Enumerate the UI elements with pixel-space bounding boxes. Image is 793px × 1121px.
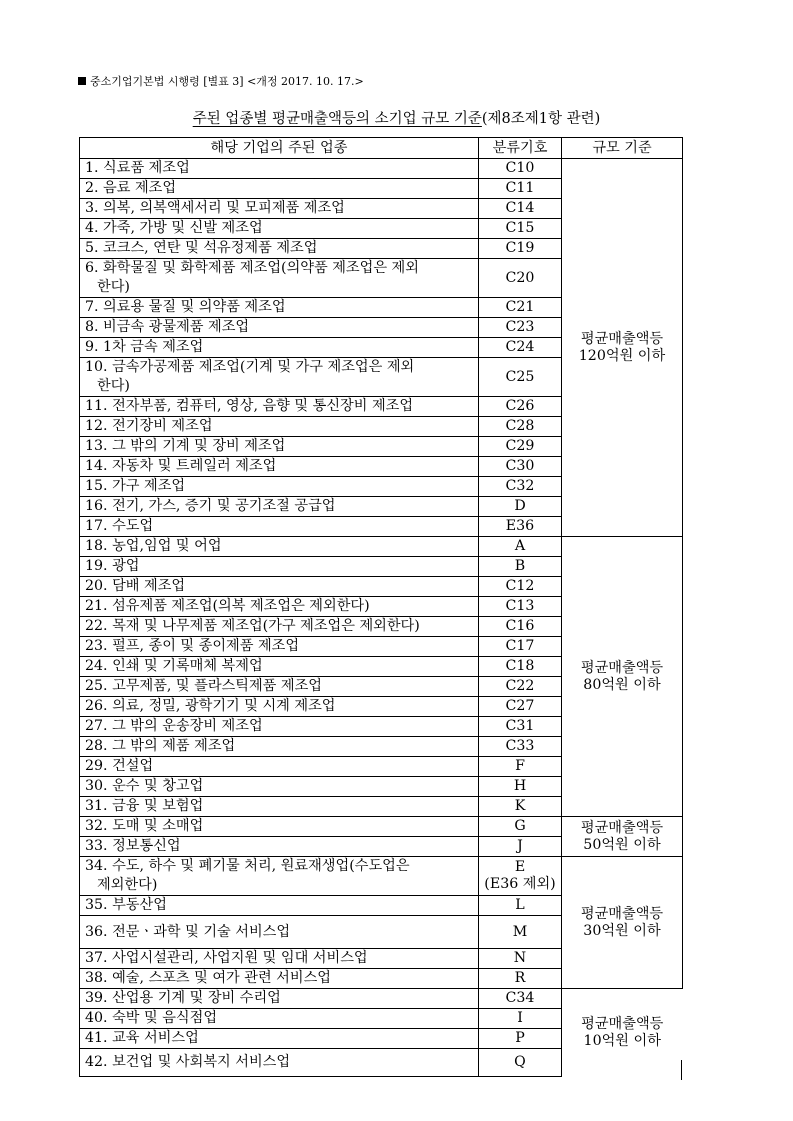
page-title	[0, 107, 793, 128]
classification-code: C29	[505, 438, 535, 454]
amendment-note: <개정 2017. 10. 17.>	[247, 75, 364, 88]
classification-code-cell	[479, 298, 562, 318]
classification-code-cell	[479, 757, 562, 777]
industry-name: 5. 코크스, 연탄 및 석유정제품 제조업	[85, 240, 318, 256]
industry-cell	[80, 517, 479, 537]
classification-code: C31	[505, 718, 535, 734]
header-criterion: 규모 기준	[562, 138, 683, 159]
industry-name: 33. 정보통신업	[85, 838, 181, 854]
industry-name: 39. 산업용 기계 및 장비 수리업	[85, 990, 281, 1006]
industry-name: 35. 부동산업	[85, 897, 167, 913]
classification-code: H	[513, 778, 527, 794]
document-header	[78, 73, 364, 89]
size-criterion-cell	[562, 857, 683, 989]
table-edge-line	[681, 1060, 682, 1080]
classification-code-cell	[479, 497, 562, 517]
industry-name: 18. 농업,임업 및 어업	[85, 538, 222, 554]
criterion-label: 평균매출액등	[580, 330, 664, 347]
classification-code: C20	[505, 269, 535, 286]
classification-code: N	[513, 950, 527, 966]
industry-cell	[80, 969, 479, 989]
industry-name: 10. 금속가공제품 제조업(기계 및 가구 제조업은 제외	[85, 359, 415, 375]
industry-cell	[80, 837, 479, 857]
classification-code: C21	[505, 299, 535, 315]
classification-code: D	[514, 498, 526, 514]
industry-cell	[80, 1049, 479, 1077]
classification-code-cell	[479, 817, 562, 837]
industry-name: 24. 인쇄 및 기록매체 복제업	[85, 658, 263, 674]
size-criterion-cell	[562, 817, 683, 857]
classification-code-cell	[479, 338, 562, 358]
industry-cell	[80, 697, 479, 717]
industry-name: 11. 전자부품, 컴퓨터, 영상, 음향 및 통신장비 제조업	[85, 398, 414, 414]
classification-code-cell	[479, 949, 562, 969]
table-row	[80, 537, 683, 557]
industry-cell	[80, 916, 479, 949]
classification-code-cell	[479, 989, 562, 1009]
classification-code-cell	[479, 517, 562, 537]
classification-code: C24	[505, 339, 535, 355]
classification-code: C30	[505, 458, 535, 474]
criterion-threshold: 10억원 이하	[583, 1032, 661, 1049]
industry-cell	[80, 857, 479, 896]
industry-cell	[80, 1009, 479, 1029]
classification-code: E36	[505, 518, 535, 534]
industry-cell	[80, 777, 479, 797]
classification-code-cell	[479, 717, 562, 737]
classification-code: B	[514, 558, 526, 574]
classification-code-cell	[479, 797, 562, 817]
industry-cell	[80, 1029, 479, 1049]
industry-name: 16. 전기, 가스, 증기 및 공기조절 공급업	[85, 498, 336, 514]
industry-name: 22. 목재 및 나무제품 제조업(가구 제조업은 제외한다)	[85, 618, 420, 634]
classification-code: K	[514, 798, 526, 814]
industry-name: 21. 섬유제품 제조업(의복 제조업은 제외한다)	[85, 598, 370, 614]
industry-name: 7. 의료용 물질 및 의약품 제조업	[85, 299, 286, 315]
classification-code: C23	[505, 319, 535, 335]
classification-code-cell	[479, 477, 562, 497]
industry-name: 36. 전문ㆍ과학 및 기술 서비스업	[85, 923, 291, 940]
industry-name: 27. 그 밖의 운송장비 제조업	[85, 718, 263, 734]
classification-code: C25	[505, 368, 535, 385]
industry-cell	[80, 757, 479, 777]
criterion-label: 평균매출액등	[580, 819, 664, 836]
classification-code: C32	[505, 478, 535, 494]
classification-code-cell	[479, 896, 562, 916]
industry-name: 8. 비금속 광물제품 제조업	[85, 319, 250, 335]
industry-cell	[80, 318, 479, 338]
classification-code: C17	[505, 638, 535, 654]
industry-cell	[80, 437, 479, 457]
classification-code-cell	[479, 219, 562, 239]
classification-code: C12	[505, 578, 535, 594]
criterion-threshold: 30억원 이하	[583, 922, 661, 939]
classification-code: Q	[514, 1054, 526, 1070]
industry-name: 1. 식료품 제조업	[85, 160, 190, 176]
classification-code-cell	[479, 179, 562, 199]
classification-code: C11	[505, 180, 535, 196]
industry-cell	[80, 637, 479, 657]
industry-name: 42. 보건업 및 사회복지 서비스업	[85, 1054, 291, 1070]
industry-name: 15. 가구 제조업	[85, 478, 186, 494]
size-criterion-cell	[562, 537, 683, 817]
table-row	[80, 159, 683, 179]
industry-cell	[80, 737, 479, 757]
classification-code-cell	[479, 637, 562, 657]
table-row	[80, 989, 683, 1009]
classification-code-cell	[479, 737, 562, 757]
classification-code: M	[512, 923, 528, 940]
industry-name: 14. 자동차 및 트레일러 제조업	[85, 458, 277, 474]
criterion-label: 평균매출액등	[580, 659, 664, 676]
classification-code-cell	[479, 397, 562, 417]
industry-cell	[80, 338, 479, 358]
industry-name: 19. 광업	[85, 558, 140, 574]
criterion-threshold: 80억원 이하	[583, 676, 661, 693]
classification-code-cell	[479, 969, 562, 989]
industry-cell	[80, 817, 479, 837]
industry-cell	[80, 557, 479, 577]
industry-name-continued: 한다)	[97, 378, 130, 394]
criterion-threshold: 50억원 이하	[583, 836, 661, 853]
header-text: 중소기업기본법 시행령 [별표 3]	[90, 75, 244, 88]
industry-name: 25. 고무제품, 및 플라스틱제품 제조업	[85, 678, 322, 694]
industry-cell	[80, 159, 479, 179]
classification-code-cell	[479, 417, 562, 437]
industry-cell	[80, 617, 479, 637]
size-criterion-cell	[562, 159, 683, 537]
classification-code-cell	[479, 857, 562, 896]
classification-code: C16	[505, 618, 535, 634]
industry-size-table	[79, 137, 683, 1077]
classification-code-cell	[479, 457, 562, 477]
classification-code-cell	[479, 537, 562, 557]
classification-code-cell	[479, 697, 562, 717]
classification-code-cell	[479, 318, 562, 338]
industry-cell	[80, 298, 479, 318]
classification-code: C34	[505, 990, 535, 1006]
industry-name: 31. 금융 및 보험업	[85, 798, 204, 814]
industry-cell	[80, 358, 479, 397]
industry-cell	[80, 597, 479, 617]
classification-code-cell	[479, 677, 562, 697]
industry-cell	[80, 179, 479, 199]
industry-cell	[80, 417, 479, 437]
classification-code-cell	[479, 259, 562, 298]
criterion-label: 평균매출액등	[581, 1015, 664, 1032]
table-header-row	[80, 138, 683, 159]
classification-code-cell	[479, 557, 562, 577]
classification-code: C14	[505, 200, 535, 216]
classification-code-cell	[479, 1049, 562, 1077]
industry-cell	[80, 677, 479, 697]
industry-name: 40. 숙박 및 음식점업	[85, 1010, 218, 1026]
classification-code: C26	[505, 398, 535, 414]
criterion-threshold: 120억원 이하	[578, 347, 666, 364]
industry-cell	[80, 657, 479, 677]
classification-code: R	[514, 970, 526, 986]
title-main: 주된 업종별 평균매출액등의 소기업 규모 기준	[192, 111, 482, 127]
classification-code-cell	[479, 159, 562, 179]
industry-name: 17. 수도업	[85, 518, 154, 534]
industry-name-continued: 한다)	[97, 279, 130, 295]
classification-code-cell	[479, 437, 562, 457]
classification-code: L	[515, 897, 525, 913]
classification-code-cell	[479, 199, 562, 219]
industry-name: 12. 전기장비 제조업	[85, 418, 213, 434]
classification-code: C22	[505, 678, 535, 694]
classification-code: C10	[505, 160, 535, 176]
classification-code: I	[517, 1010, 523, 1026]
industry-cell	[80, 577, 479, 597]
industry-name: 30. 운수 및 창고업	[85, 778, 204, 794]
classification-code-cell	[479, 837, 562, 857]
classification-code-cell	[479, 1029, 562, 1049]
classification-code: G	[514, 818, 526, 834]
classification-code: C18	[505, 658, 535, 674]
industry-name: 6. 화학물질 및 화학제품 제조업(의약품 제조업은 제외	[85, 260, 419, 276]
industry-name: 37. 사업시설관리, 사업지원 및 임대 서비스업	[85, 950, 368, 966]
industry-cell	[80, 219, 479, 239]
industry-name: 32. 도매 및 소매업	[85, 818, 204, 834]
industry-name: 13. 그 밖의 기계 및 장비 제조업	[85, 438, 286, 454]
industry-name: 29. 건설업	[85, 758, 154, 774]
classification-code: C27	[505, 698, 535, 714]
industry-cell	[80, 717, 479, 737]
classification-code-note: (E36 제외)	[484, 876, 556, 892]
classification-code-cell	[479, 657, 562, 677]
industry-name: 28. 그 밖의 제품 제조업	[85, 738, 236, 754]
title-suffix: (제8조제1항 관련)	[481, 111, 601, 127]
industry-name: 34. 수도, 하수 및 폐기물 처리, 원료재생업(수도업은	[85, 858, 410, 874]
classification-code: C13	[505, 598, 535, 614]
industry-name: 38. 예술, 스포츠 및 여가 관련 서비스업	[85, 970, 332, 986]
industry-name: 26. 의료, 정밀, 광학기기 및 시계 제조업	[85, 698, 336, 714]
classification-code-cell	[479, 577, 562, 597]
industry-cell	[80, 537, 479, 557]
header-code: 분류기호	[479, 138, 562, 159]
table-row	[80, 857, 683, 896]
classification-code-cell	[479, 239, 562, 259]
industry-cell	[80, 239, 479, 259]
industry-name: 3. 의복, 의복액세서리 및 모피제품 제조업	[85, 200, 345, 216]
classification-code: C19	[505, 240, 535, 256]
industry-cell	[80, 949, 479, 969]
industry-cell	[80, 477, 479, 497]
industry-cell	[80, 397, 479, 417]
industry-name: 4. 가죽, 가방 및 신발 제조업	[85, 220, 263, 236]
classification-code-cell	[479, 617, 562, 637]
classification-code: C15	[505, 220, 535, 236]
industry-cell	[80, 797, 479, 817]
classification-code: P	[515, 1030, 525, 1046]
classification-code-cell	[479, 597, 562, 617]
criterion-label: 평균매출액등	[580, 905, 664, 922]
industry-cell	[80, 896, 479, 916]
classification-code: C28	[505, 418, 535, 434]
classification-code: C33	[505, 738, 535, 754]
classification-code: F	[515, 758, 525, 774]
classification-code: J	[517, 838, 523, 854]
industry-name: 23. 펄프, 종이 및 종이제품 제조업	[85, 638, 300, 654]
industry-cell	[80, 497, 479, 517]
industry-name: 9. 1차 금속 제조업	[85, 339, 204, 355]
classification-code-cell	[479, 1009, 562, 1029]
industry-cell	[80, 199, 479, 219]
industry-cell	[80, 259, 479, 298]
industry-name-continued: 제외한다)	[97, 877, 158, 893]
classification-code-cell	[479, 358, 562, 397]
classification-code: A	[514, 538, 526, 554]
classification-code-cell	[479, 916, 562, 949]
table-row	[80, 817, 683, 837]
industry-name: 2. 음료 제조업	[85, 180, 177, 196]
industry-cell	[80, 457, 479, 477]
industry-cell	[80, 989, 479, 1009]
classification-code: E	[514, 859, 526, 875]
header-industry: 해당 기업의 주된 업종	[80, 138, 479, 159]
industry-name: 41. 교육 서비스업	[85, 1030, 199, 1046]
industry-name: 20. 담배 제조업	[85, 578, 186, 594]
size-criterion-cell	[562, 989, 683, 1077]
classification-code-cell	[479, 777, 562, 797]
square-bullet-icon	[78, 77, 86, 85]
